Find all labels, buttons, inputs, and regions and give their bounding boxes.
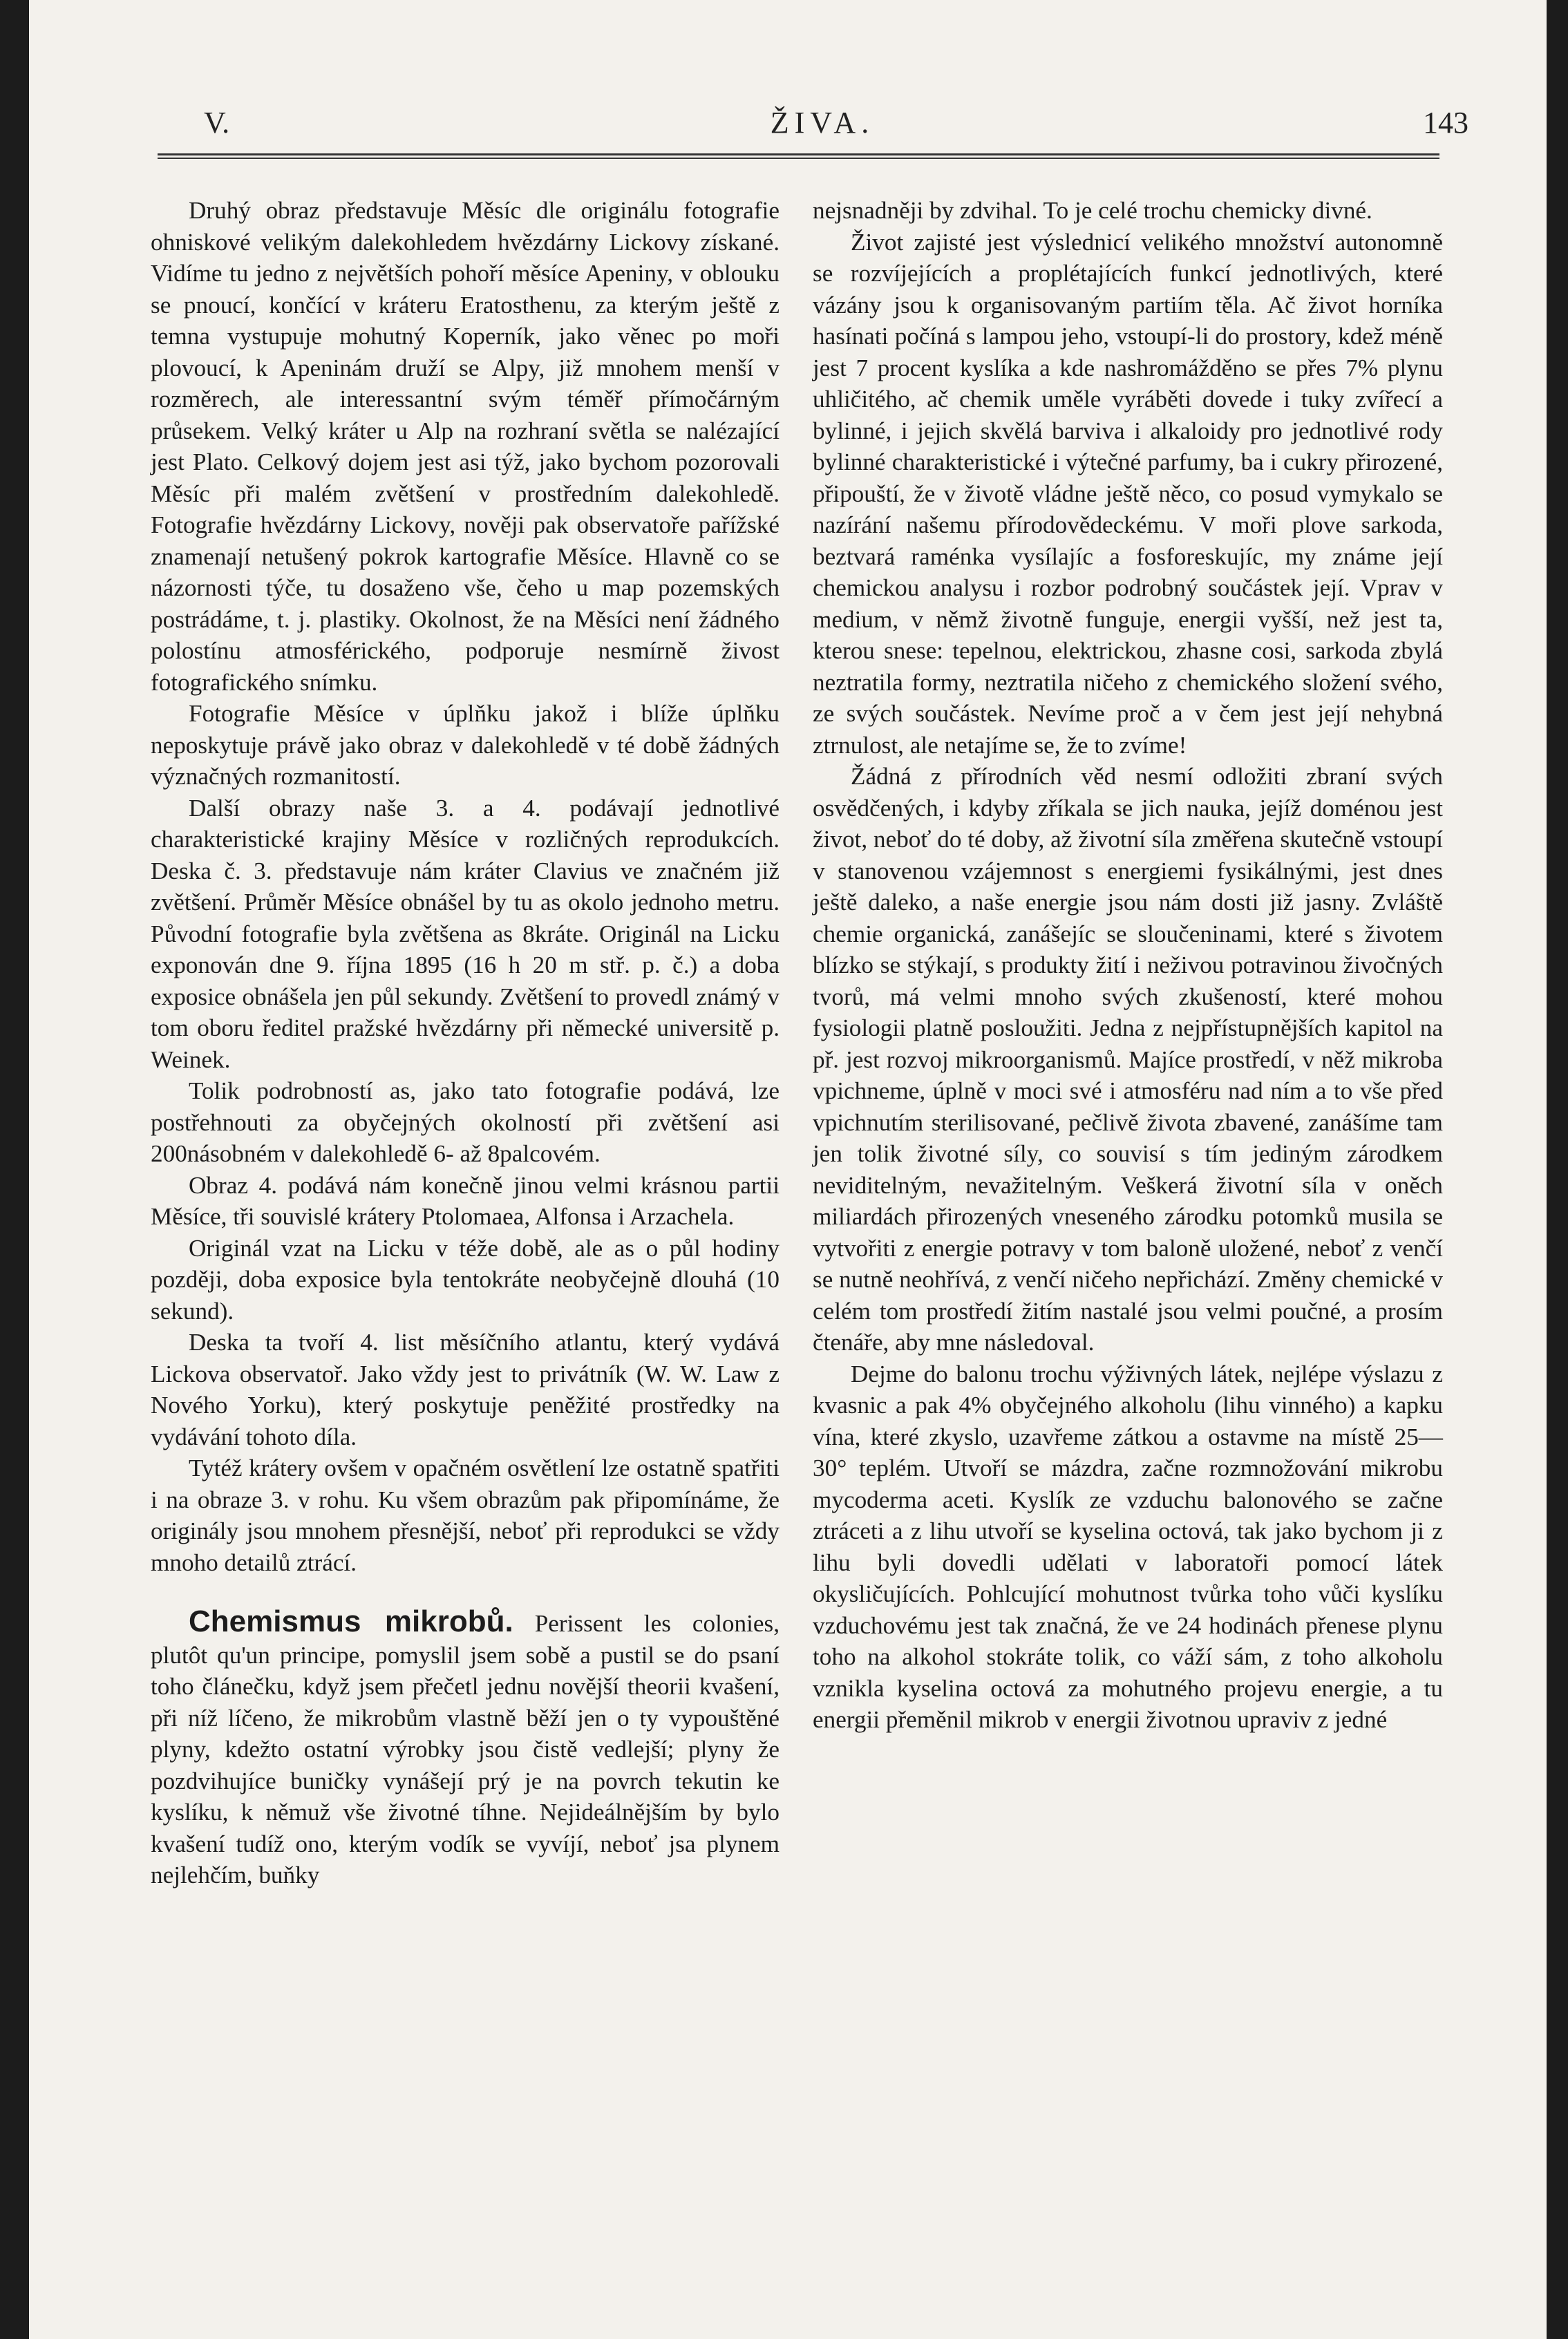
paragraph: Život zajisté jest výslednicí velikého množství autonomně se rozvíjejících a proplétajících funkcí jednotlivých, které vázány jsou k organisovaným partiím těla. Ač život horníka hasínati počíná s lampou jeho, vstoupí-li do prostory, kdež méně jest 7 procent kyslíka a kde nashromážděno se přes 7% plynu uhličitého, ač chemik uměle vyráběti dovede i tuky zvířecí a bylinné, i jejich skvělá barviva i alkaloidy pro jednotlivé rody bylinné charakteristické i výtečné parfumy, ba i cukry přirozené, připouští, že v životě vládne ještě něco, co posud vymykalo se nazírání našemu přírodovědeckému. V moři plove sarkoda, beztvará raménka vysílajíc a fosforeskujíc, my známe její chemickou analysu i rozbor podrobný součástek její. Vprav v medium, v němž životně funguje, energii vyšší, než jest ta, kterou snese: tepelnou, elektrickou, zhasne cosi, sarkoda zbylá neztratila formy, neztratila ničeho z chemického složení svého, ze svých součástek. Nevíme proč a v čem jest její nehybná ztrnulost, ale netajíme se, že to zvíme! <box>813 228 1443 759</box>
header-rule <box>158 153 1439 159</box>
right-column <box>813 195 1443 1736</box>
paragraph: Žádná z přírodních věd nesmí odložiti zbraní svých osvědčených, i kdyby zříkala se jich nauka, jejíž doménou jest život, neboť do té doby, až životní síla změřena skutečně vstoupí v stanovenou vzájemnost s energiemi fysikálnými, jest dnes ještě daleko, a naše energie jsou nám dosti již jasny. Zvláště chemie organická, zanášejíc se sloučeninami, které s životem blízko se stýkají, s produkty žití i neživou potravinou živočných tvorů, má velmi mnoho svých zkušeností, které mohou fysiologii platně posloužiti. Jedna z nejpřístupnějších kapitol na př. jest rozvoj mikroorganismů. Majíce prostředí, v něž mikroba vpichneme, úplně v moci své i atmosféru nad ním a to vše před vpichnutím sterilisované, pečlivě života zbavené, zanášíme tam jen tolik životné síly, co souvisí s tím jediným zárodkem neviditelným, nevažitelným. Veškerá životní síla v oněch miliardách přirozených vneseného zárodku potomků musila se vytvořiti z energie potravy v tom baloně uložené, neboť z venčí se nutně neohřívá, z venčí ničeho nepřichází. Změny chemické v celém tom prostředí žitím nastalé jsou velmi poučné, a prosím čtenáře, aby mne následoval. <box>813 763 1443 1356</box>
volume-label: V. <box>204 106 230 140</box>
paragraph: Tytéž krátery ovšem v opačném osvětlení lze ostatně spatřiti i na obraze 3. v rohu. Ku všem obrazům pak připomínáme, že originály jsou mnohem přesnější, neboť při reprodukci se vždy mnoho detailů ztrácí. <box>151 1455 780 1576</box>
journal-title: ŽIVA. <box>770 106 875 140</box>
paragraph: Obraz 4. podává nám konečně jinou velmi krásnou partii Měsíce, tři souvislé krátery Ptolomaea, Alfonsa i Arzachela. <box>151 1171 780 1230</box>
paragraph: Dejme do balonu trochu výživných látek, nejlépe výslazu z kvasnic a pak 4% obyčejného alkoholu (lihu vinného) a kapku vína, které zkyslo, uzavřeme zátkou a ostavme na místě 25—30° teplém. Utvoří se mázdra, začne rozmnožování mikrobu mycoderma aceti. Kyslík ze vzduchu balonového se začne ztráceti a z lihu utvoří se kyselina octová, tak jako bychom ji z lihu byli dovedli udělati v laboratoři pomocí látek okysličujících. Pohlcující mohutnost tvůrka toho vůči kyslíku vzduchovému jest tak značná, že ve 24 hodinách přenese plynu toho na alkohol stokráte tolik, co váží sám, z toho alkoholu vznikla kyselina octová za mohutného projevu energie, a tu energii přeměnil mikrob v energii životnou upraviv z jedné <box>813 1360 1443 1733</box>
paragraph: Deska ta tvoří 4. list měsíčního atlantu, který vydává Lickova observatoř. Jako vždy jest to privátník (W. W. Law z Nového Yorku), který poskytuje peněžité prostředky na vydávání tohoto díla. <box>151 1329 780 1450</box>
paragraph: nejsnadněji by zdvihal. To je celé trochu chemicky divné. <box>813 197 1372 224</box>
paragraph: Originál vzat na Licku v téže době, ale as o půl hodiny později, doba exposice byla tentokráte neobyčejně dlouhá (10 sekund). <box>151 1234 780 1325</box>
section-paragraph <box>151 1606 780 1891</box>
page-number: 143 <box>1423 106 1468 140</box>
page-header <box>176 105 1468 153</box>
section-title: Chemismus mikrobů. <box>189 1604 513 1638</box>
paragraph: Další obrazy naše 3. a 4. podávají jednotlivé charakteristické krajiny Měsíce v rozličných reprodukcích. Deska č. 3. představuje nám kráter Clavius ve značném již zvětšení. Průměr Měsíce obnášel by tu as okolo jednoho metru. Původní fotografie byla zvětšena as 8kráte. Originál na Licku exponován dne 9. října 1895 (16 h 20 m stř. p. č.) a doba exposice obnášela jen půl sekundy. Zvětšení to provedl známý v tom oboru ředitel pražské hvězdárny při německé universitě p. Weinek. <box>151 794 780 1073</box>
paragraph: Fotografie Měsíce v úplňku jakož i blíže úplňku neposkytuje právě jako obraz v dalekohledě v té době žádných význačných rozmanitostí. <box>151 700 780 790</box>
paragraph: Tolik podrobností as, jako tato fotografie podává, lze postřehnouti za obyčejných okolností při zvětšení asi 200násobném v dalekohledě 6- až 8palcovém. <box>151 1077 780 1167</box>
paragraph: Druhý obraz představuje Měsíc dle originálu fotografie ohniskové velikým dalekohledem hvězdárny Lickovy získané. Vidíme tu jedno z největších pohoří měsíce Apeniny, v oblouku se pnoucí, končící v kráteru Eratosthenu, za kterým ještě z temna vystupuje mohutný Koperník, jako věnec po moři plovoucí, k Apeninám druží se Alpy, již mnohem menší v rozměrech, ale interessantní svým téměř přímočárným průsekem. Velký kráter u Alp na rozhraní světla se nalézající jest Plato. Celkový dojem jest asi týž, jako bychom pozorovali Měsíc při malém zvětšení v prostředním dalekohledě. Fotografie hvězdárny Lickovy, nověji pak observatoře pařížské znamenají netušený pokrok kartografie Měsíce. Hlavně co se názornosti týče, tu dosaženo vše, čeho u map pozemských postrádáme, t. j. plastiky. Okolnost, že na Měsíci není žádného polostínu atmosférického, podporuje nesmírně živost fotografického snímku. <box>151 197 780 696</box>
section-text: Perissent les colonies, plutôt qu'un principe, pomyslil jsem sobě a pustil se do psaní toho článečku, když jsem přečetl jednu novější theorii kvašení, při níž líčeno, že mikrobům vlastně běží jen o ty vypouštěné plyny, kdežto ostatní výrobky jsou čistě vedlejší; plyny že pozdvihujíce buničky vynášejí prý je na povrch tekutin ke kyslíku, k němuž vše životné tíhne. Nejideálnějším by bylo kvašení tudíž ono, kterým vodík se vyvíjí, neboť jsa plynem nejlehčím, buňky <box>151 1610 780 1888</box>
left-column <box>151 195 780 1891</box>
